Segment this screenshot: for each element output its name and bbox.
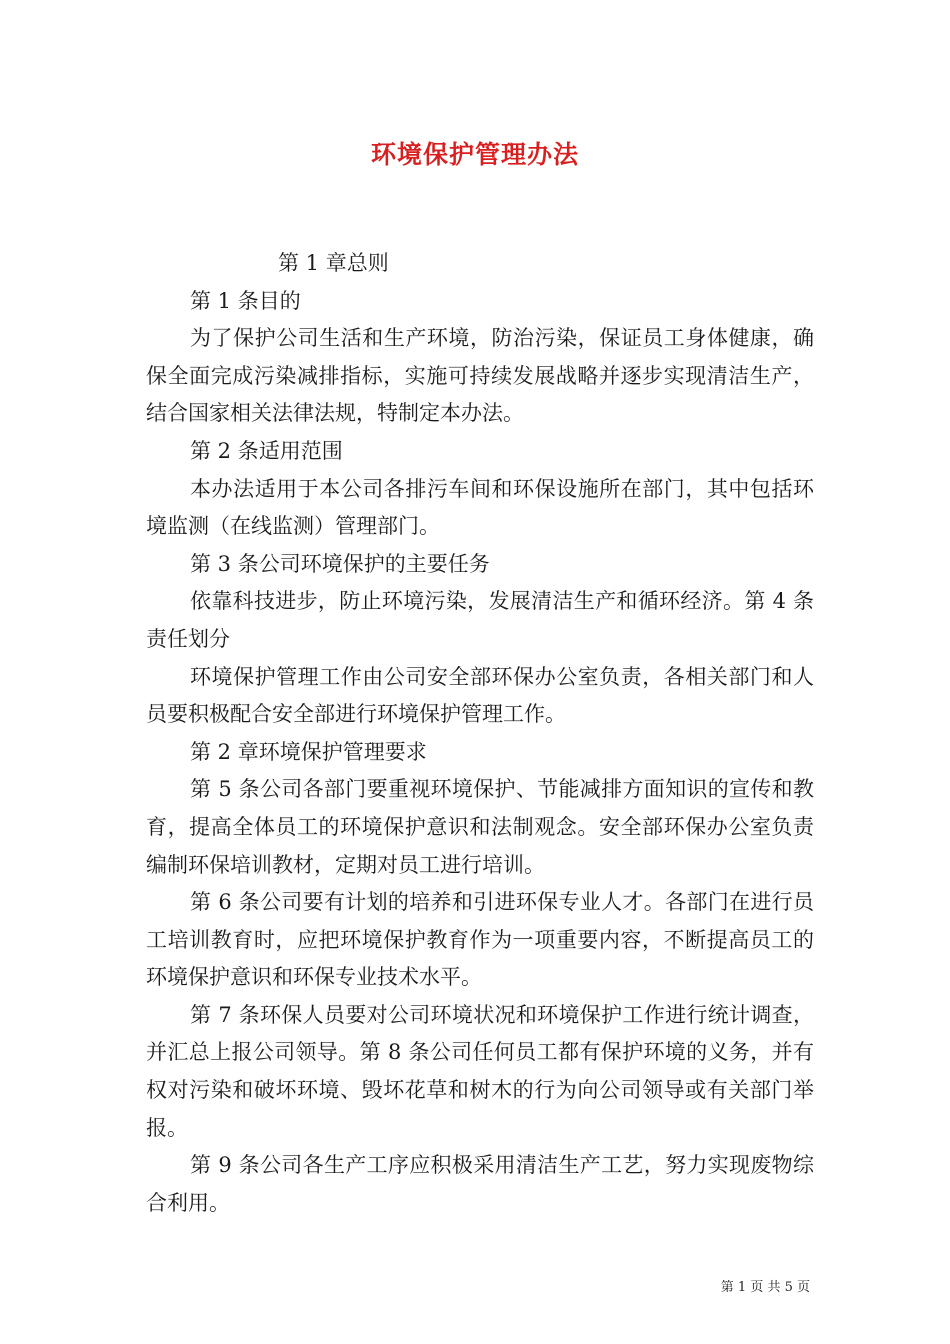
paragraph: 第 9 条公司各生产工序应积极采用清洁生产工艺，努力实现废物综合利用。 <box>146 1153 814 1215</box>
paragraph: 本办法适用于本公司各排污车间和环保设施所在部门，其中包括环境监测（在线监测）管理部门。 <box>146 476 814 539</box>
article-heading: 第 1 条目的 <box>190 288 301 313</box>
document-title: 环境保护管理办法 <box>370 140 579 169</box>
document-body <box>146 245 814 1222</box>
article-heading: 第 2 条适用范围 <box>190 438 343 463</box>
paragraph: 第 5 条公司各部门要重视环境保护、节能减排方面知识的宣传和教育，提高全体员工的环境保护意识和法制观念。安全部环保办公室负责编制环保培训教材，定期对员工进行培训。 <box>146 777 814 877</box>
paragraph: 第 6 条公司要有计划的培养和引进环保专业人才。各部门在进行员工培训教育时，应把环境保护教育作为一项重要内容，不断提高员工的环境保护意识和环保专业技术水平。 <box>146 890 814 990</box>
paragraph: 第 7 条环保人员要对公司环境状况和环境保护工作进行统计调查，并汇总上报公司领导。第 8 条公司任何员工都有保护环境的义务，并有权对污染和破坏环境、毁坏花草和树木的行为向公司领导或有关部门举报。 <box>146 1002 814 1140</box>
paragraph: 依靠科技进步，防止环境污染，发展清洁生产和循环经济。第 4 条责任划分 <box>146 589 814 651</box>
article-heading: 第 3 条公司环境保护的主要任务 <box>190 551 490 576</box>
paragraph: 环境保护管理工作由公司安全部环保办公室负责，各相关部门和人员要积极配合安全部进行环境保护管理工作。 <box>146 664 814 727</box>
chapter-heading: 第 2 章环境保护管理要求 <box>190 739 427 764</box>
chapter-heading: 第 1 章总则 <box>278 251 389 275</box>
paragraph: 为了保护公司生活和生产环境，防治污染，保证员工身体健康，确保全面完成污染减排指标，实施可持续发展战略并逐步实现清洁生产，结合国家相关法律法规，特制定本办法。 <box>146 326 814 426</box>
page-number: 第 1 页 共 5 页 <box>720 1280 810 1295</box>
